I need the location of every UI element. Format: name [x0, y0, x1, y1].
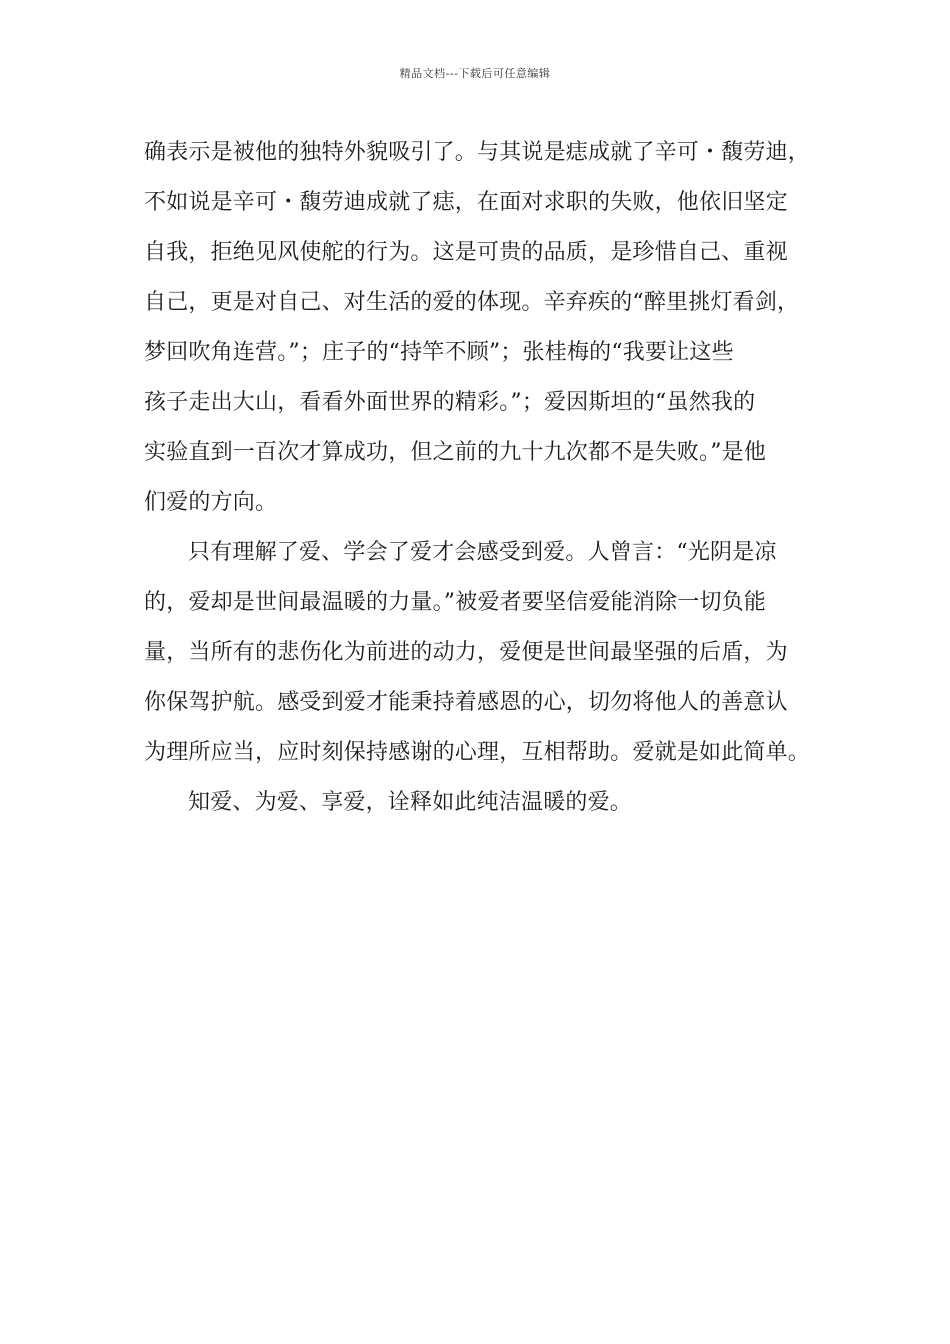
paragraph-line: 自我，拒绝见风使舵的行为。这是可贵的品质，是珍惜自己、重视	[144, 240, 788, 265]
paragraph-line: 自己，更是对自己、对生活的爱的体现。辛弃疾的“醉里挑灯看剑，	[144, 290, 800, 315]
paragraph-3	[144, 778, 806, 828]
paragraph-line: 为理所应当，应时刻保持感谢的心理，互相帮助。爱就是如此简单。	[144, 740, 811, 765]
paragraph-first-line: 知爱、为爱、享爱，诠释如此纯洁温暖的爱。	[188, 790, 633, 815]
paragraph-first-line: 只有理解了爱、学会了爱才会感受到爱。人曾言：“光阴是凉	[188, 540, 777, 565]
document-body	[144, 128, 811, 828]
paragraph-1	[144, 128, 811, 528]
paragraph-line: 你保驾护航。感受到爱才能秉持着感恩的心，切勿将他人的善意认	[144, 690, 788, 715]
paragraph-line: 量，当所有的悲伤化为前进的动力，爱便是世间最坚强的后盾，为	[144, 640, 788, 665]
paragraph-line: 确表示是被他的独特外貌吸引了。与其说是痣成就了辛可・馥劳迪，	[144, 140, 811, 165]
paragraph-line: 的，爱却是世间最温暖的力量。”被爱者要坚信爱能消除一切负能	[144, 590, 767, 615]
paragraph-2	[144, 528, 811, 778]
paragraph-line: 梦回吹角连营。”；庄子的“持竿不顾”；张桂梅的“我要让这些	[144, 340, 734, 365]
paragraph-line: 们爱的方向。	[144, 490, 278, 515]
paragraph-line: 孩子走出大山，看看外面世界的精彩。”；爱因斯坦的“虽然我的	[144, 390, 756, 415]
paragraph-line: 实验直到一百次才算成功，但之前的九十九次都不是失败。”是他	[144, 440, 767, 465]
paragraph-line: 不如说是辛可・馥劳迪成就了痣，在面对求职的失败，他依旧坚定	[144, 190, 788, 215]
page-header: 精品文档---下载后可任意编辑	[399, 67, 551, 80]
